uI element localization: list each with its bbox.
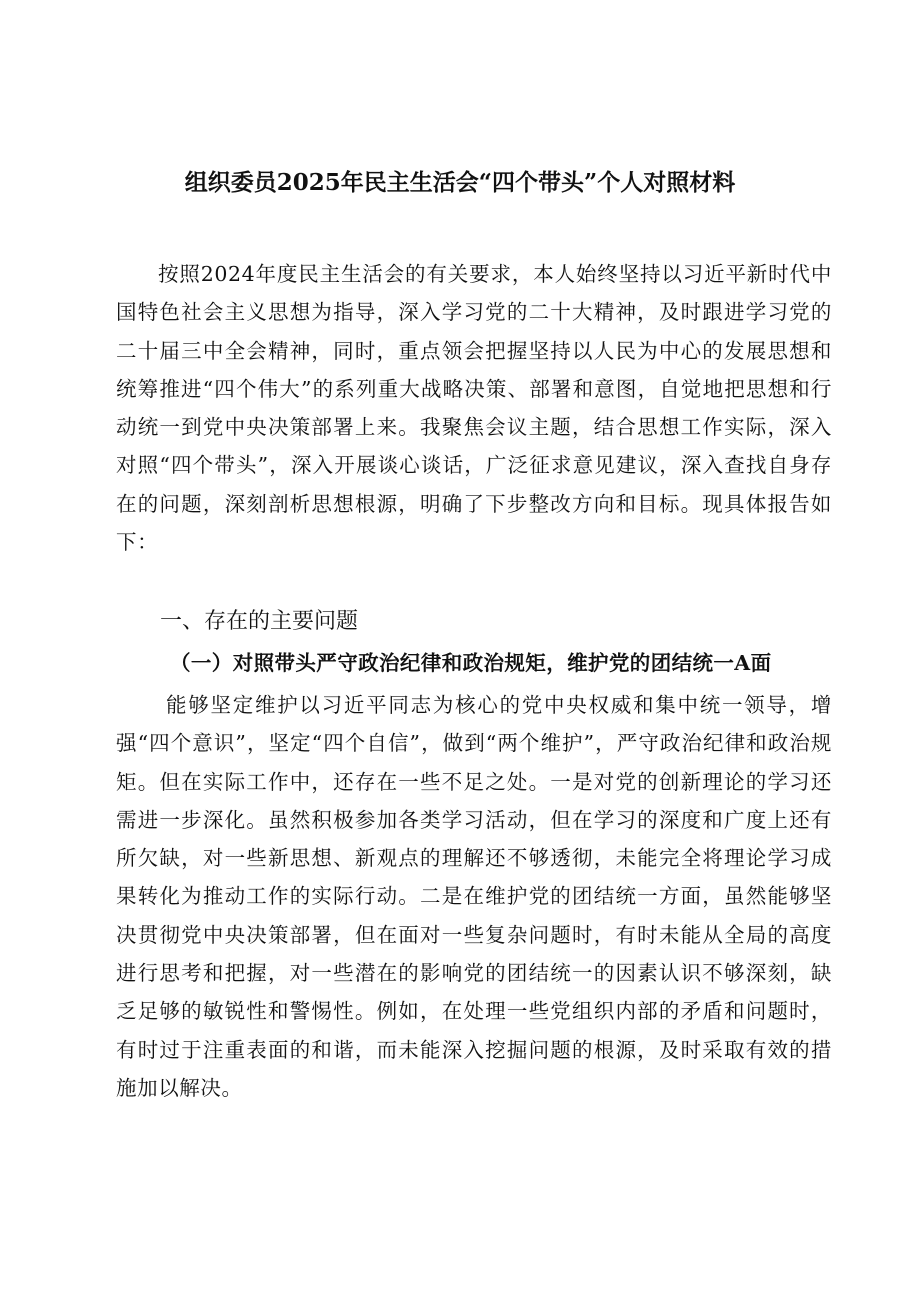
intro-paragraph: 按照2024年度民主生活会的有关要求，本人始终坚持以习近平新时代中国特色社会主义思想为指导，深入学习党的二十大精神，及时跟进学习党的二十届三中全会精神，同时，重点领会把握坚持以人民为中心的发展思想和统筹推进“四个伟大”的系列重大战略决策、部署和意图，自觉地把思想和行动统一到党中央决策部署上来。我聚焦会议主题，结合思想工作实际，深入对照“四个带头”，深入开展谈心谈话，广泛征求意见建议，深入查找自身存在的问题，深刻剖析思想根源，明确了下步整改方向和目标。现具体报告如下： [116, 262, 832, 555]
document-title: 组织委员2025年民主生活会“四个带头”个人对照材料 [184, 169, 736, 196]
subsection-heading: （一）对照带头严守政治纪律和政治规矩，维护党的团结统一A面 [170, 651, 772, 675]
problem-paragraph: 能够坚定维护以习近平同志为核心的党中央权威和集中统一领导，增强“四个意识”，坚定“四个自信”，做到“两个维护”，严守政治纪律和政治规矩。但在实际工作中，还存在一些不足之处。一是对党的创新理论的学习还需进一步深化。虽然积极参加各类学习活动，但在学习的深度和广度上还有所欠缺，对一些新思想、新观点的理解还不够透彻，未能完全将理论学习成果转化为推动工作的实际行动。二是在维护党的团结统一方面，虽然能够坚决贯彻党中央决策部署，但在面对一些复杂问题时，有时未能从全局的高度进行思考和把握，对一些潜在的影响党的团结统一的因素认识不够深刻，缺乏足够的敏锐性和警惕性。例如，在处理一些党组织内部的矛盾和问题时，有时过于注重表面的和谐，而未能深入挖掘问题的根源，及时采取有效的措施加以解决。 [116, 693, 832, 1100]
section-heading: 一、存在的主要问题 [160, 609, 359, 634]
